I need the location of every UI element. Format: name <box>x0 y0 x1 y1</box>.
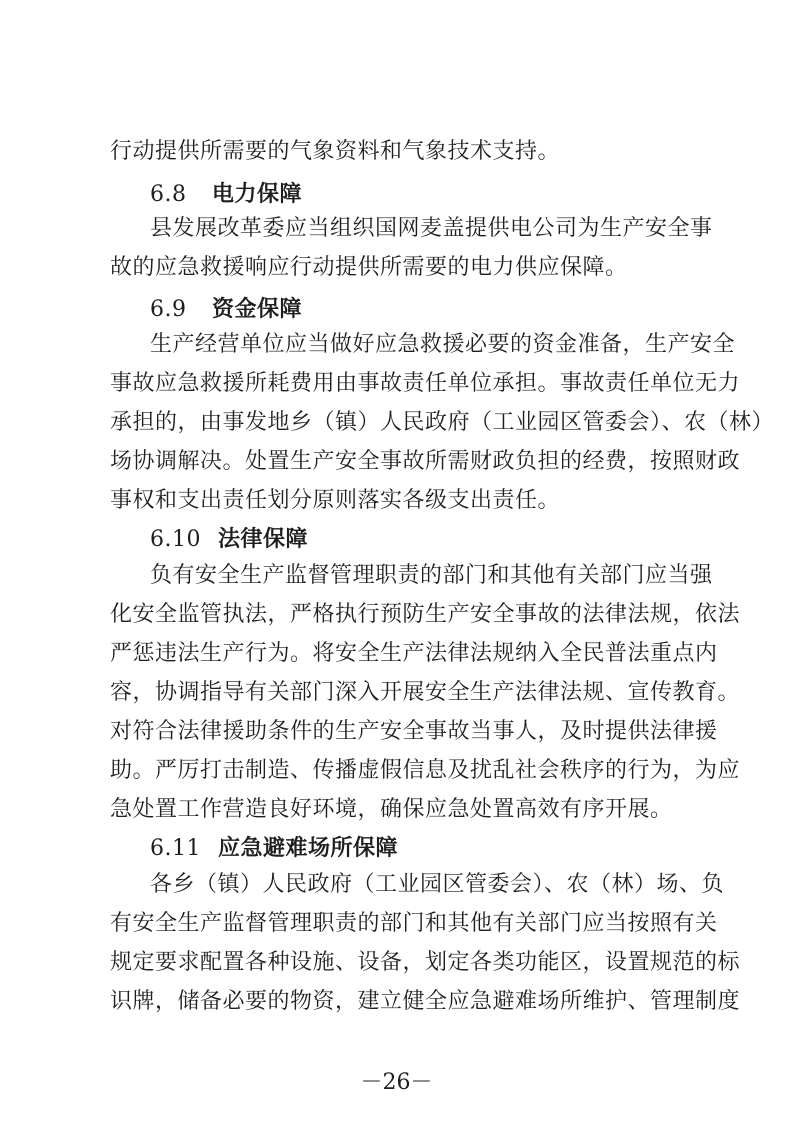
body-line: 县发展改革委应当组织国网麦盖提供电公司为生产安全事 <box>150 216 713 241</box>
section-heading-6-11 <box>150 834 740 864</box>
body-line: 承担的，由事发地乡（镇）人民政府（工业园区管委会）、农（林） <box>110 410 775 435</box>
body-line: 故的应急救援响应行动提供所需要的电力供应保障。 <box>110 255 628 280</box>
section-number: 6.11 <box>150 836 201 861</box>
page-number: －26－ <box>360 1070 433 1095</box>
body-line: 识牌，储备必要的物资，建立健全应急避难场所维护、管理制度 <box>110 989 741 1014</box>
body-line: 行动提供所需要的气象资料和气象技术支持。 <box>110 139 561 164</box>
body-line: 生产经营单位应当做好应急救援必要的资金准备，生产安全 <box>150 332 736 357</box>
section-title: 电力保障 <box>212 182 303 207</box>
section-number: 6.10 <box>150 527 201 552</box>
body-line: 有安全生产监督管理职责的部门和其他有关部门应当按照有关 <box>110 911 718 936</box>
body-line: 事故应急救援所耗费用由事故责任单位承担。事故责任单位无力 <box>110 371 741 396</box>
body-line: 严惩违法生产行为。将安全生产法律法规纳入全民普法重点内 <box>110 641 718 666</box>
body-line: 负有安全生产监督管理职责的部门和其他有关部门应当强 <box>150 563 713 588</box>
body-line: 规定要求配置各种设施、设备，划定各类功能区，设置规范的标 <box>110 950 741 975</box>
body-line: 助。严厉打击制造、传播虚假信息及扰乱社会秩序的行为，为应 <box>110 758 741 783</box>
section-title: 资金保障 <box>212 297 303 322</box>
section-title: 应急避难场所保障 <box>218 836 399 861</box>
section-title: 法律保障 <box>218 527 309 552</box>
section-heading-6-9 <box>150 295 740 325</box>
body-line: 事权和支出责任划分原则落实各级支出责任。 <box>110 488 561 513</box>
section-number: 6.9 <box>150 297 187 322</box>
section-heading-6-8 <box>150 180 740 210</box>
body-line: 对符合法律援助条件的生产安全事故当事人，及时提供法律援 <box>110 719 718 744</box>
section-number: 6.8 <box>150 182 187 207</box>
body-line: 容，协调指导有关部门深入开展安全生产法律法规、宣传教育。 <box>110 680 741 705</box>
body-line: 化安全监管执法，严格执行预防生产安全事故的法律法规，依法 <box>110 602 741 627</box>
body-line: 场协调解决。处置生产安全事故所需财政负担的经费，按照财政 <box>110 449 741 474</box>
body-line: 各乡（镇）人民政府（工业园区管委会）、农（林）场、负 <box>150 872 725 897</box>
section-heading-6-10 <box>150 525 740 555</box>
body-line: 急处置工作营造良好环境，确保应急处置高效有序开展。 <box>110 797 673 822</box>
